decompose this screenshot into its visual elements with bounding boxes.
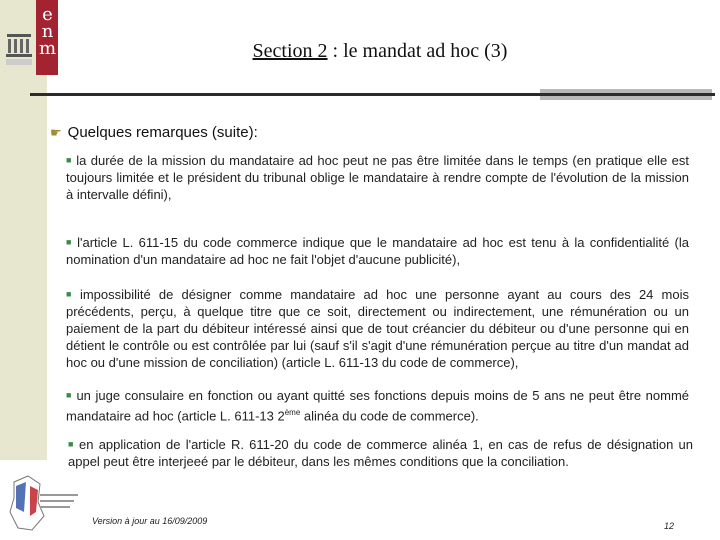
list-item — [66, 152, 689, 203]
enm-logo — [36, 0, 58, 75]
building-icon — [5, 30, 33, 68]
title-section: Section 2 — [252, 40, 328, 62]
section-heading — [50, 124, 258, 141]
list-item-text: impossibilité de désigner comme mandataire ad hoc une personne ayant au cours des 24 mois précédents, perçu, à quelque titre que ce soit, directement ou indirectement, une rémunération ou un paiement de la part du débiteur intéressé ainsi que de tout créancier du débiteur ou d'une personne qui en détient le contrôle ou est contrôlée par lui (sauf s'il s'agit d'une rémunération perçue au titre d'un mandat ad hoc ou d'une mission de conciliation) (article L. 611-13 du code de commerce), — [66, 287, 689, 370]
list-item-text: alinéa du code de commerce). — [300, 408, 479, 424]
heading-text: Quelques remarques (suite): — [67, 124, 258, 141]
list-item — [66, 387, 689, 424]
title-rule — [30, 93, 715, 96]
square-bullet-icon: ■ — [66, 289, 76, 299]
hand-pointer-icon: ☛ — [50, 125, 62, 140]
logo-letters: enm — [37, 4, 58, 55]
footer-version: Version à jour au 16/09/2009 — [92, 516, 208, 526]
square-bullet-icon: ■ — [66, 155, 73, 165]
square-bullet-icon: ■ — [66, 237, 74, 247]
list-item — [68, 436, 693, 470]
republic-seal-logo — [4, 472, 82, 536]
page-number: 12 — [664, 521, 675, 531]
list-item-text: un juge consulaire en fonction ou ayant quitté ses fonctions depuis moins de 5 ans ne peut être nommé mandataire ad hoc (article L. 611-13 2 — [66, 388, 689, 424]
list-item-text: la durée de la mission du mandataire ad hoc peut ne pas être limitée dans le temps (en pratique elle est toujours limitée et le président du tribunal oblige le mandataire à rendre compte de l'évolution de la mission à intervalle défini), — [66, 153, 689, 202]
title-rest: : le mandat ad hoc (3) — [327, 40, 508, 62]
list-item-text: en application de l'article R. 611-20 du code de commerce alinéa 1, en cas de refus de désignation un appel peut être interjeeé par le débiteur, dans les mêmes conditions que la conciliation. — [68, 437, 694, 469]
square-bullet-icon: ■ — [66, 390, 73, 400]
list-item — [66, 234, 689, 268]
superscript: ème — [284, 408, 301, 417]
square-bullet-icon: ■ — [68, 439, 76, 449]
list-item-text: l'article L. 611-15 du code commerce indique que le mandataire ad hoc est tenu à la confidentialité (la nomination d'un mandataire ad hoc ne fait l'objet d'aucune publicité), — [66, 235, 689, 267]
slide-title — [190, 40, 570, 63]
list-item — [66, 286, 689, 371]
